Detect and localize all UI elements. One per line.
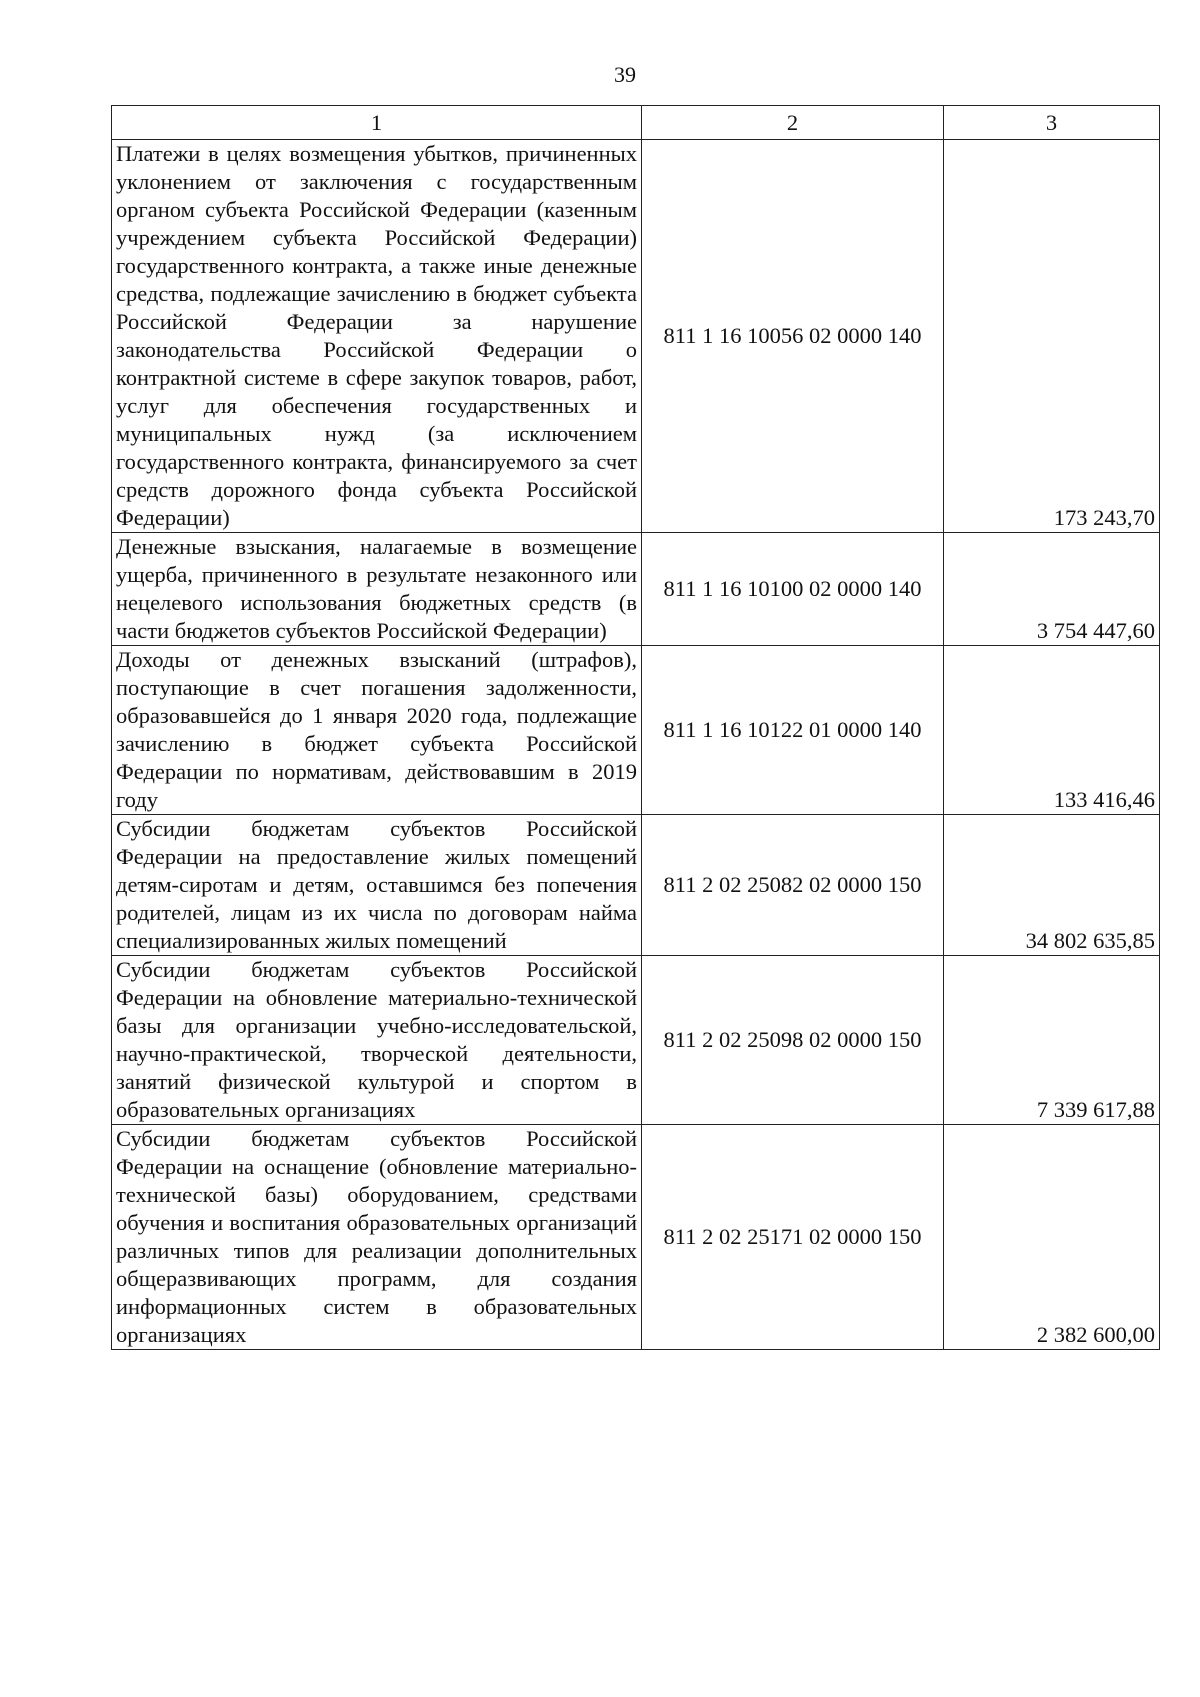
column-header-2: 2 — [642, 106, 944, 140]
row-description: Субсидии бюджетам субъектов Российской Федерации на обновление материально-технической базы для организации учебно-исследовательской, научно-практической, творческой деятельности, занятий физической культурой и спортом в образовательных организациях — [112, 956, 642, 1125]
row-budget-code: 811 2 02 25171 02 0000 150 — [642, 1125, 944, 1350]
row-budget-code: 811 1 16 10100 02 0000 140 — [642, 533, 944, 646]
row-budget-code: 811 2 02 25098 02 0000 150 — [642, 956, 944, 1125]
row-amount: 34 802 635,85 — [944, 815, 1160, 956]
row-description: Субсидии бюджетам субъектов Российской Федерации на предоставление жилых помещений детям-сиротам и детям, оставшимся без попечения родителей, лицам из их числа по договорам найма специализированных жилых помещений — [112, 815, 642, 956]
table-row — [112, 646, 1160, 815]
row-amount: 173 243,70 — [944, 140, 1160, 533]
row-description: Доходы от денежных взысканий (штрафов), поступающие в счет погашения задолженности, образовавшейся до 1 января 2020 года, подлежащие зачислению в бюджет субъекта Российской Федерации по нормативам, действовавшим в 2019 году — [112, 646, 642, 815]
row-budget-code: 811 2 02 25082 02 0000 150 — [642, 815, 944, 956]
row-amount: 133 416,46 — [944, 646, 1160, 815]
column-header-1: 1 — [112, 106, 642, 140]
row-budget-code: 811 1 16 10122 01 0000 140 — [642, 646, 944, 815]
column-header-3: 3 — [944, 106, 1160, 140]
row-description: Денежные взыскания, налагаемые в возмещение ущерба, причиненного в результате незаконного или нецелевого использования бюджетных средств (в части бюджетов субъектов Российской Федерации) — [112, 533, 642, 646]
table-row — [112, 956, 1160, 1125]
row-amount: 3 754 447,60 — [944, 533, 1160, 646]
page-number: 39 — [614, 62, 636, 87]
revenue-table — [111, 105, 1160, 1350]
row-amount: 2 382 600,00 — [944, 1125, 1160, 1350]
row-amount: 7 339 617,88 — [944, 956, 1160, 1125]
table-row — [112, 1125, 1160, 1350]
table-header-row — [112, 106, 1160, 140]
table-row — [112, 815, 1160, 956]
table-row — [112, 140, 1160, 533]
table-row — [112, 533, 1160, 646]
row-budget-code: 811 1 16 10056 02 0000 140 — [642, 140, 944, 533]
row-description: Платежи в целях возмещения убытков, причиненных уклонением от заключения с государственным органом субъекта Российской Федерации (казенным учреждением субъекта Российской Федерации) государственного контракта, а также иные денежные средства, подлежащие зачислению в бюджет субъекта Российской Федерации за нарушение законодательства Российской Федерации о контрактной системе в сфере закупок товаров, работ, услуг для обеспечения государственных и муниципальных нужд (за исключением государственного контракта, финансируемого за счет средств дорожного фонда субъекта Российской Федерации) — [112, 140, 642, 533]
row-description: Субсидии бюджетам субъектов Российской Федерации на оснащение (обновление материально-технической базы) оборудованием, средствами обучения и воспитания образовательных организаций различных типов для реализации дополнительных общеразвивающих программ, для создания информационных систем в образовательных организациях — [112, 1125, 642, 1350]
